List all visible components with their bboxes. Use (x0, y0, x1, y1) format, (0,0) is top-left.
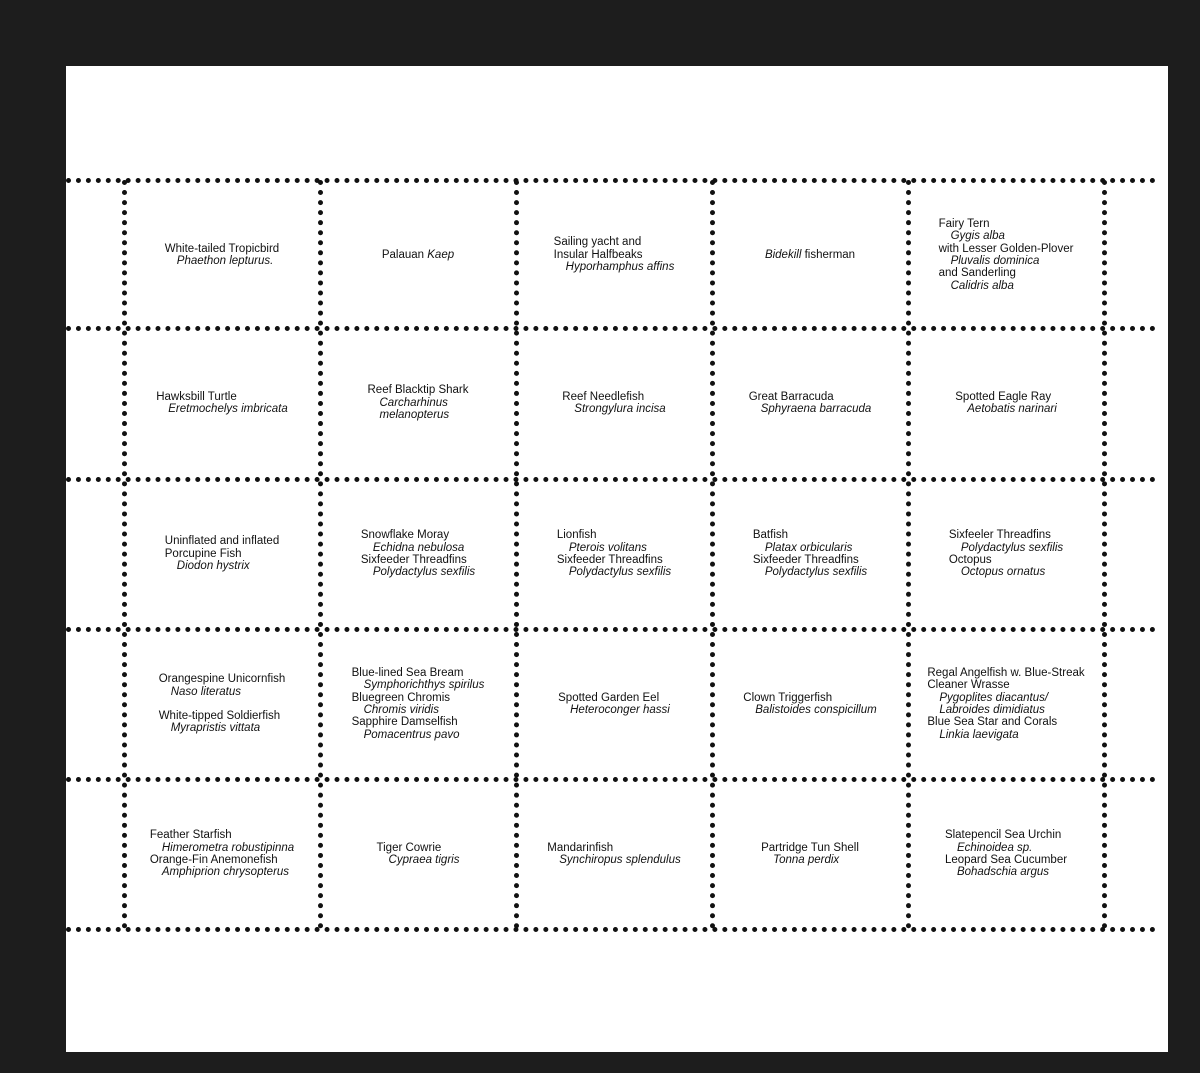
common-name: Sixfeeder Threadfins (360, 554, 467, 566)
common-name: Sixfeeler Threadfins (948, 529, 1051, 542)
stamp-cell (516, 479, 712, 629)
stamp-cell (320, 479, 516, 629)
common-name-line (765, 249, 855, 261)
stamp-caption (368, 384, 469, 421)
common-name: Spotted Eagle Ray (955, 390, 1052, 403)
stamp-cell (712, 328, 908, 478)
common-name: Cleaner Wrasse (927, 679, 1010, 692)
common-name: Sapphire Damselfish (351, 716, 458, 729)
stamp-caption (352, 667, 485, 741)
stamp-caption (557, 529, 671, 579)
scientific-name: Polydactylus sexfilis (372, 566, 476, 579)
stamp-caption (377, 842, 460, 867)
common-name: Clown Triggerfish (743, 691, 833, 704)
scientific-name: Aetobatis narinari (967, 403, 1057, 415)
common-name: Fairy Tern (938, 217, 990, 230)
scientific-name: Himerometra robustipinna (161, 841, 295, 854)
stamp-caption (927, 667, 1084, 741)
stamp-cell (124, 479, 320, 629)
scientific-name: Echinoidea sp. (956, 841, 1033, 854)
stamp-caption (761, 842, 859, 867)
stamp-caption (558, 692, 670, 717)
common-name: Batfish (752, 529, 789, 542)
scientific-name: Octopus ornatus (960, 566, 1046, 579)
common-name: Leopard Sea Cucumber (944, 854, 1068, 866)
common-name: Spotted Garden Eel (558, 691, 660, 704)
scientific-name: Balistoides conspicillum (755, 704, 877, 716)
stamp-cell (712, 180, 908, 330)
stamp-caption (382, 249, 454, 261)
scientific-name: Naso literatus (170, 685, 242, 698)
stamp-cell (908, 479, 1104, 629)
stamp-cell (516, 629, 712, 779)
stamp-cell (320, 328, 516, 478)
stamp-caption (955, 391, 1057, 416)
scientific-name: Sphyraena barracuda (760, 403, 872, 415)
scientific-name: melanopterus (379, 409, 450, 422)
scientific-name: Pomacentrus pavo (363, 728, 460, 741)
stamp-cell (320, 180, 516, 330)
scientific-name: Heteroconger hassi (570, 704, 670, 716)
common-name: Great Barracuda (748, 390, 834, 403)
scientific-name: Polydactylus sexfilis (764, 566, 868, 579)
common-name: Insular Halfbeaks (553, 248, 643, 261)
scientific-name: Strongylura incisa (574, 403, 666, 415)
stamp-cell (712, 629, 908, 779)
scientific-name: Labroides dimidiatus (939, 704, 1045, 716)
stamp-cell (124, 779, 320, 929)
common-name: White-tailed Tropicbird (164, 242, 280, 255)
common-name: Feather Starfish (149, 829, 232, 842)
caption-gap (159, 698, 286, 710)
italic-word: Kaep (427, 248, 455, 261)
common-name: Bluegreen Chromis (351, 691, 451, 704)
stamp-caption (945, 829, 1067, 879)
common-name: Slatepencil Sea Urchin (944, 829, 1062, 842)
scientific-name: Symphorichthys spirilus (363, 679, 485, 692)
scientific-name: Eretmochelys imbricata (168, 403, 288, 415)
common-name: Hawksbill Turtle (156, 390, 237, 403)
stamp-caption (765, 249, 855, 261)
stamp-caption (562, 391, 665, 416)
common-name-line (382, 249, 454, 261)
caption-text: fisherman (801, 248, 856, 261)
stamp-caption (939, 218, 1074, 292)
common-name: Regal Angelfish w. Blue-Streak (927, 666, 1085, 679)
scientific-name: Diodon hystrix (176, 560, 250, 573)
common-name: Porcupine Fish (164, 547, 242, 560)
stamp-cell (516, 328, 712, 478)
stamp-cell (908, 779, 1104, 929)
common-name: Orangespine Unicornfish (158, 673, 286, 686)
stamp-caption (165, 535, 279, 572)
common-name: Reef Needlefish (562, 390, 645, 403)
common-name: Blue-lined Sea Bream (351, 666, 464, 679)
stamp-caption (743, 692, 876, 717)
common-name: Sixfeeder Threadfins (556, 554, 663, 566)
common-name: Reef Blacktip Shark (367, 384, 469, 397)
scientific-name: Pluvalis dominica (950, 255, 1040, 267)
scientific-name: Pterois volitans (568, 541, 647, 554)
scientific-name: Calidris alba (950, 279, 1014, 292)
scientific-name: Amphiprion chrysopterus (161, 866, 290, 879)
common-name: Sixfeeder Threadfins (752, 554, 859, 566)
stamp-cell (908, 629, 1104, 779)
stamp-caption (150, 829, 294, 879)
common-name: and Sanderling (938, 267, 1016, 280)
stamp-caption (949, 529, 1063, 579)
scientific-name: Synchiropus splendulus (559, 854, 681, 866)
common-name: Mandarinfish (547, 841, 614, 854)
scientific-name: Hyporhamphus affins (565, 261, 675, 274)
scientific-name: Polydactylus sexfilis (568, 566, 672, 579)
common-name: Uninflated and inflated (164, 535, 280, 548)
common-name: Orange-Fin Anemonefish (149, 854, 278, 866)
scientific-name: Polydactylus sexfilis (960, 541, 1064, 554)
stamp-caption (159, 673, 286, 735)
scientific-name: Platax orbicularis (764, 541, 853, 554)
stamp-caption (361, 529, 475, 579)
stamp-cell (124, 328, 320, 478)
common-name: Partridge Tun Shell (761, 841, 859, 854)
common-name: Blue Sea Star and Corals (927, 716, 1058, 729)
stamp-cell (516, 779, 712, 929)
scientific-name: Bohadschia argus (956, 866, 1049, 879)
scientific-name: Cypraea tigris (388, 854, 460, 866)
stamp-cell (320, 629, 516, 779)
common-name: Lionfish (556, 529, 597, 542)
scientific-name: Carcharhinus (379, 396, 448, 409)
stamp-cell (124, 180, 320, 330)
caption-text: Palauan (381, 248, 428, 261)
scientific-name: Chromis viridis (363, 704, 439, 716)
scientific-name: Myrapristis vittata (170, 722, 261, 735)
stamp-cell (908, 328, 1104, 478)
stamp-cell (712, 779, 908, 929)
stamp-cell (124, 629, 320, 779)
common-name: Octopus (948, 554, 992, 566)
stamp-cell (908, 180, 1104, 330)
stamp-caption (547, 842, 680, 867)
common-name: Sailing yacht and (553, 236, 642, 249)
common-name: Snowflake Moray (360, 529, 450, 542)
stamp-caption (753, 529, 867, 579)
stamp-cell (516, 180, 712, 330)
scientific-name: Echidna nebulosa (372, 541, 465, 554)
stamp-caption (165, 243, 279, 268)
italic-word: Bidekill (764, 248, 802, 261)
common-name: with Lesser Golden-Plover (938, 242, 1074, 255)
common-name: White-tipped Soldierfish (158, 710, 281, 722)
scientific-name: Linkia laevigata (939, 728, 1019, 741)
stamp-caption (156, 391, 288, 416)
stamp-cell (712, 479, 908, 629)
scientific-name: Gygis alba (950, 230, 1005, 243)
stamp-caption (554, 236, 675, 273)
scientific-name: Phaethon lepturus. (176, 255, 274, 267)
stamp-caption (749, 391, 872, 416)
scientific-name: Tonna perdix (773, 854, 840, 866)
stamp-cell (320, 779, 516, 929)
common-name: Tiger Cowrie (376, 841, 442, 854)
scientific-name: Pygoplites diacantus/ (939, 691, 1049, 704)
